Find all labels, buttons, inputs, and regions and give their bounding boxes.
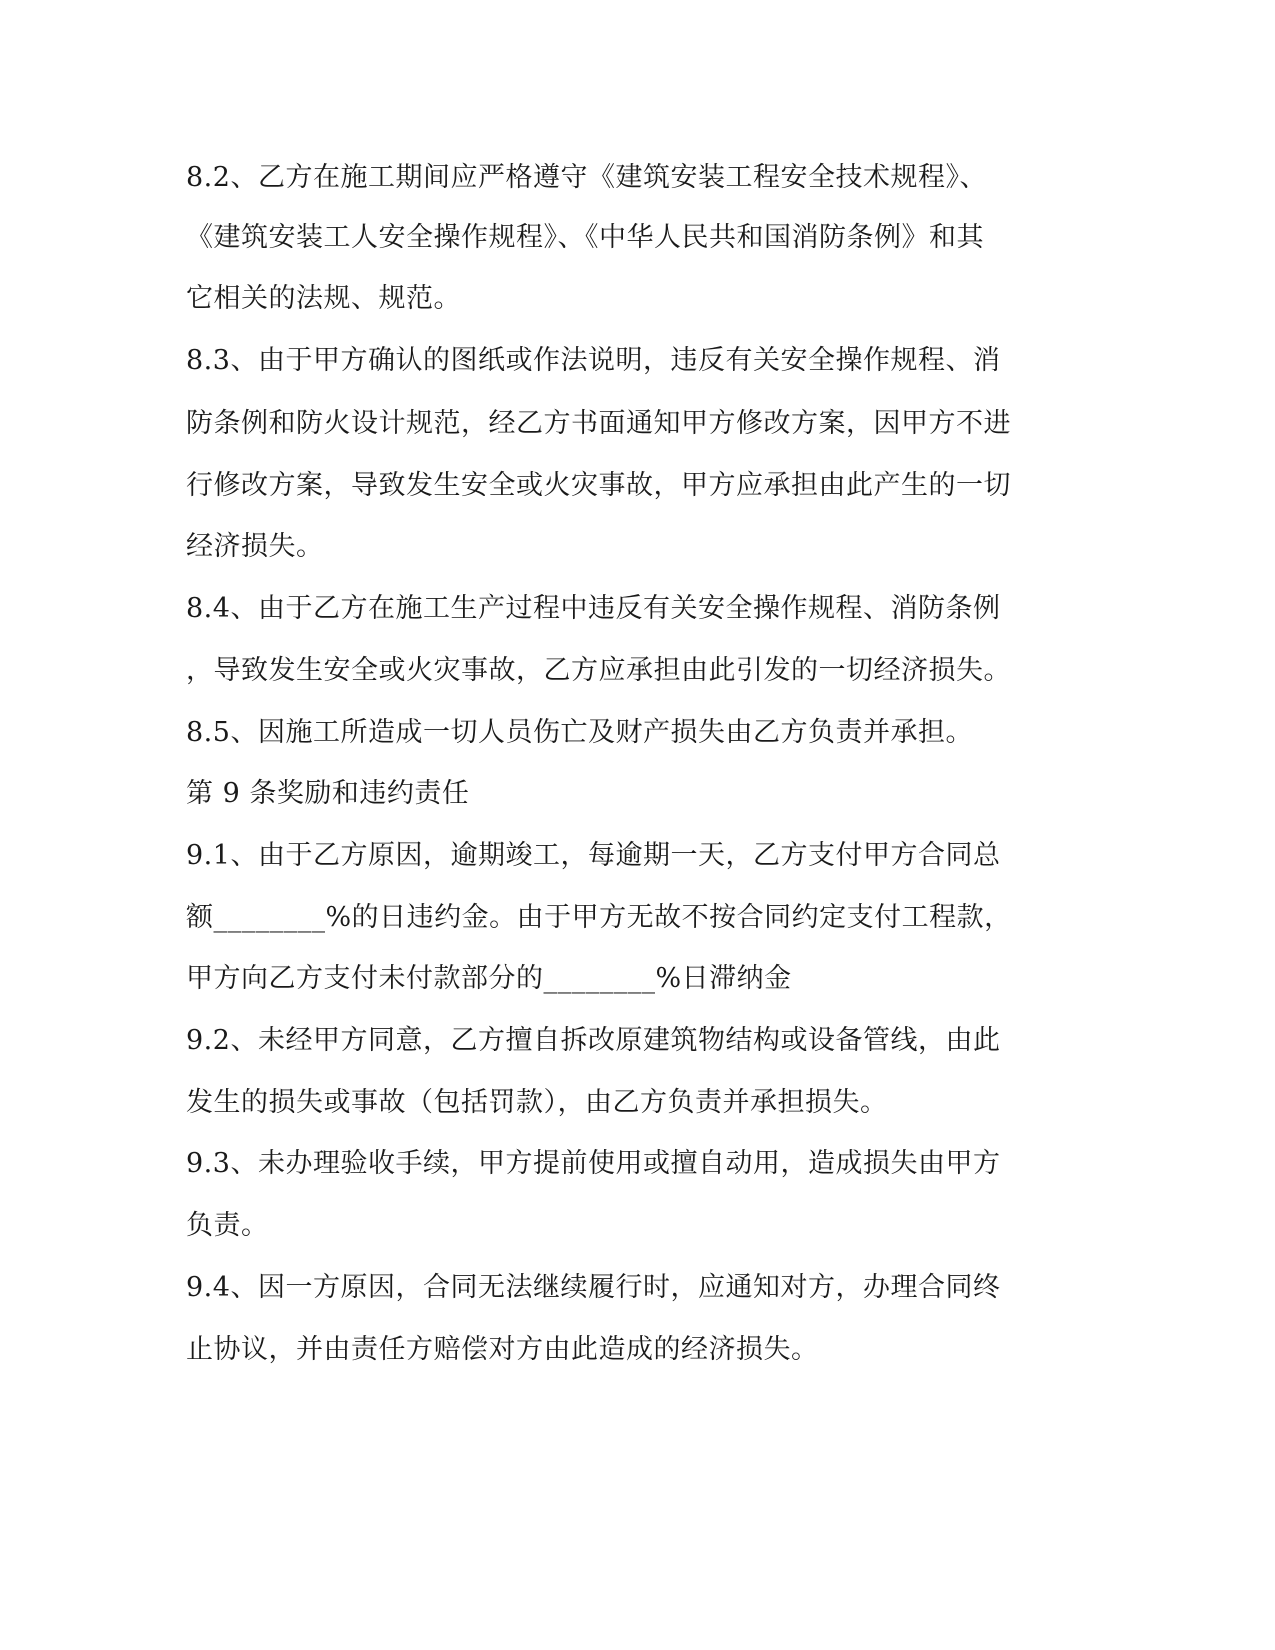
text-line-9-1-b: 额________%的日违约金。由于甲方无故不按合同约定支付工程款， [186,902,1012,933]
text-line-8-3-d: 经济损失。 [186,531,324,562]
text-line-9-2-b: 发生的损失或事故（包括罚款），由乙方负责并承担损失。 [186,1087,888,1118]
section-heading-9: 第 9 条奖励和违约责任 [186,778,470,809]
text-line-8-3-c: 行修改方案，导致发生安全或火灾事故，甲方应承担由此产生的一切 [186,470,1011,501]
text-line-9-4-a: 9.4、因一方原因，合同无法继续履行时，应通知对方，办理合同终 [186,1272,1001,1303]
text-line-9-4-b: 止协议，并由责任方赔偿对方由此造成的经济损失。 [186,1334,819,1365]
text-line-8-2-a: 8.2、乙方在施工期间应严格遵守《建筑安装工程安全技术规程》、 [186,162,987,193]
text-line-9-1-c: 甲方向乙方支付未付款部分的________%日滞纳金 [186,963,792,994]
text-line-8-2-c: 它相关的法规、规范。 [186,283,461,314]
text-line-8-3-a: 8.3、由于甲方确认的图纸或作法说明，违反有关安全操作规程、消 [186,345,1001,376]
text-line-8-2-b: 《建筑安装工人安全操作规程》、《中华人民共和国消防条例》和其 [186,222,984,253]
text-line-8-4-b: ，导致发生安全或火灾事故，乙方应承担由此引发的一切经济损失。 [186,655,1011,686]
text-line-9-3-a: 9.3、未办理验收手续，甲方提前使用或擅自动用，造成损失由甲方 [186,1148,1001,1179]
text-line-8-5: 8.5、因施工所造成一切人员伤亡及财产损失由乙方负责并承担。 [186,717,973,748]
text-line-9-2-a: 9.2、未经甲方同意，乙方擅自拆改原建筑物结构或设备管线，由此 [186,1025,1001,1056]
text-line-8-3-b: 防条例和防火设计规范，经乙方书面通知甲方修改方案，因甲方不进 [186,408,1011,439]
text-line-9-1-a: 9.1、由于乙方原因，逾期竣工，每逾期一天，乙方支付甲方合同总 [186,840,1001,871]
text-line-9-3-b: 负责。 [186,1210,269,1241]
text-line-8-4-a: 8.4、由于乙方在施工生产过程中违反有关安全操作规程、消防条例 [186,593,1001,624]
